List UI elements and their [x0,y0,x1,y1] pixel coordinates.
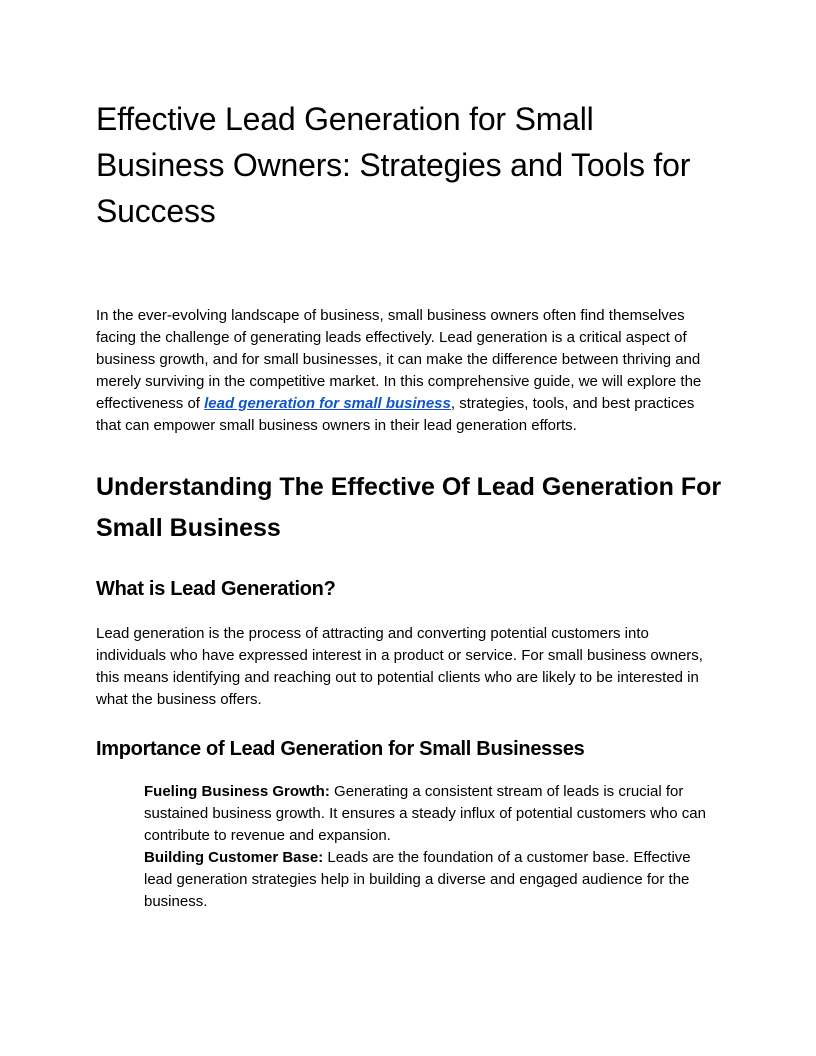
list-item-label: Fueling Business Growth: [144,783,330,800]
intro-paragraph [96,305,722,437]
section-heading: Understanding The Effective Of Lead Generation For Small Business [96,473,722,542]
list-item [144,847,722,913]
document-title: Effective Lead Generation for Small Business Owners: Strategies and Tools for Success [96,101,691,229]
what-is-paragraph: Lead generation is the process of attracting and converting potential customers into individuals who have expressed interest in a product or service. For small business owners, this means identifying and reaching out to potential clients who are likely to be interested in what the business offers. [96,625,703,708]
lead-generation-link[interactable]: lead generation for small business [204,395,451,412]
list-item-text: Generating a consistent stream of leads is crucial for sustained business growth. It ensures a steady influx of potential customers who can contribute to revenue and expansion. [144,783,706,844]
intro-text-after-link: , strategies, tools, and best practices that can empower small business owners in their lead generation efforts. [96,395,695,434]
intro-text-before-link: In the ever-evolving landscape of business, small business owners often find themselves facing the challenge of generating leads effectively. Lead generation is a critical aspect of business growth, and for small businesses, it can make the difference between thriving and merely surviving in the competitive market. In this comprehensive guide, we will explore the effectiveness of [96,307,702,412]
what-is-heading: What is Lead Generation? [96,578,336,600]
list-item-text: Leads are the foundation of a customer base. Effective lead generation strategies help in building a diverse and engaged audience for the business. [144,849,691,910]
document-page [96,96,722,913]
importance-list [144,781,722,913]
list-item [144,781,722,847]
importance-heading: Importance of Lead Generation for Small Businesses [96,738,585,760]
list-item-label: Building Customer Base: [144,849,324,866]
